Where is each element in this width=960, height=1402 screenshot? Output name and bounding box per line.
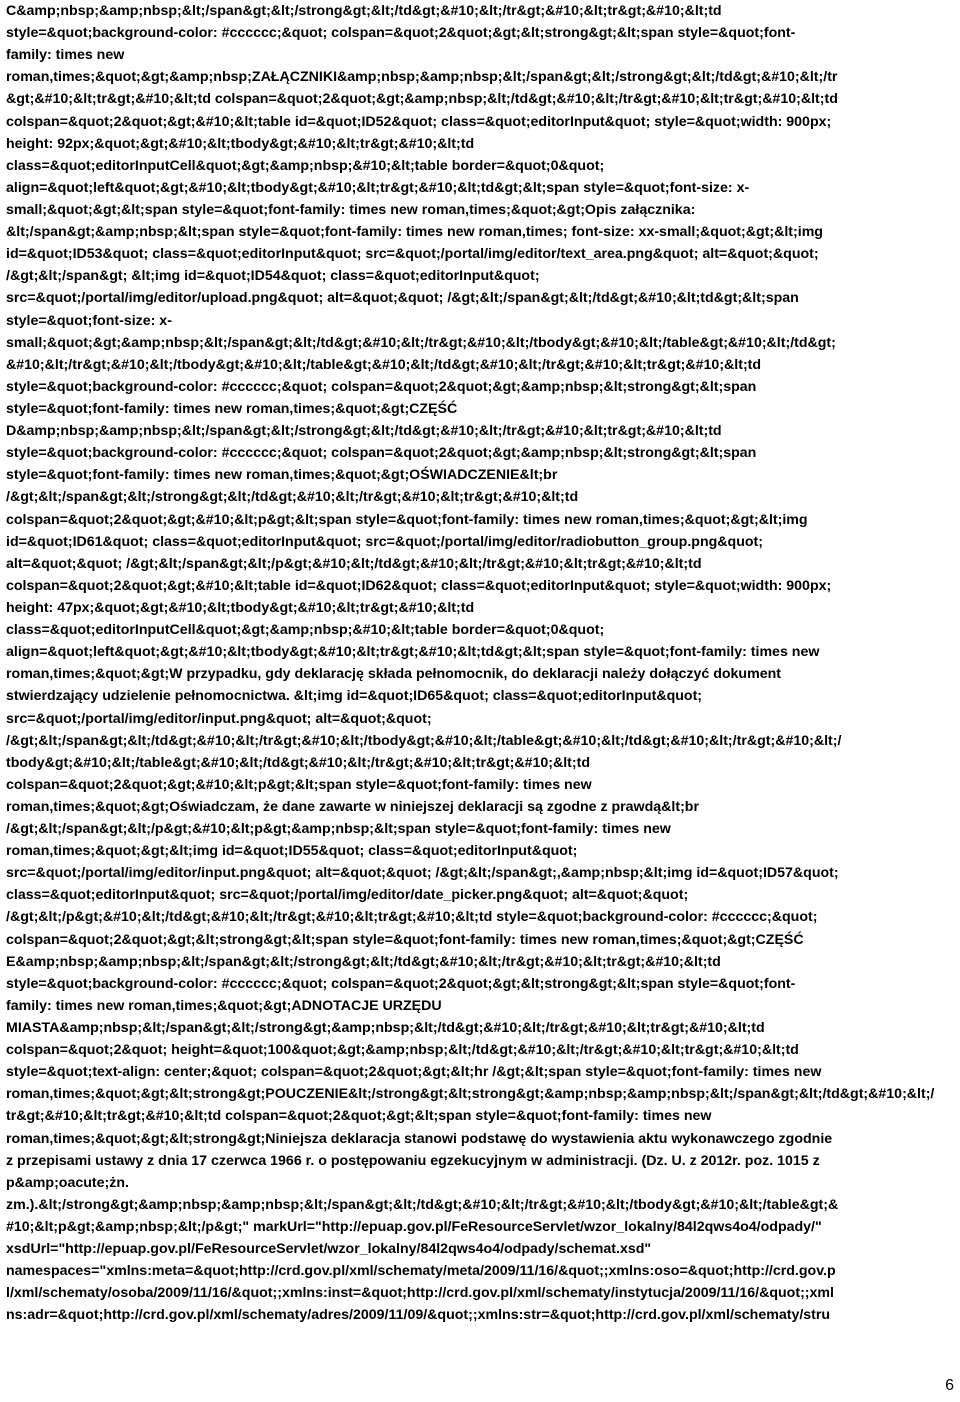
document-line: family: times new roman,times;&quot;&gt;ADNOTACJE URZĘDU (6, 997, 442, 1014)
document-line: small;&quot;&gt;&amp;nbsp;&lt;/span&gt;&lt;/td&gt;&#10;&lt;/tr&gt;&#10;&lt;/tbody&gt;&#10;&lt;/table&gt;&#10;&lt;/td&gt; (6, 334, 836, 351)
document-line: /&gt;&lt;/span&gt;&lt;/p&gt;&#10;&lt;p&gt;&amp;nbsp;&lt;span style=&quot;font-family: times new (6, 821, 671, 838)
document-line: src=&quot;/portal/img/editor/upload.png&quot; alt=&quot;&quot; /&gt;&lt;/span&gt;&lt;/td&gt;&#10;&lt;td&gt;&lt;span (6, 290, 799, 307)
document-line: z przepisami ustawy z dnia 17 czerwca 1966 r. o postępowaniu egzekucyjnym w administracji. (Dz. U. z 2012r. poz. 1015 z (6, 1152, 820, 1169)
document-line: style=&quot;font-family: times new roman,times;&quot;&gt;CZĘŚĆ (6, 400, 458, 417)
document-line: style=&quot;background-color: #cccccc;&quot; colspan=&quot;2&quot;&gt;&amp;nbsp;&lt;strong&gt;&lt;span (6, 378, 757, 395)
document-line: colspan=&quot;2&quot;&gt;&#10;&lt;table id=&quot;ID52&quot; class=&quot;editorInput&quot; style=&quot;width: 900px; (6, 113, 832, 130)
document-line: style=&quot;text-align: center;&quot; colspan=&quot;2&quot;&gt;&lt;hr /&gt;&lt;span style=&quot;font-family: times new (6, 1064, 822, 1081)
document-line: C&amp;nbsp;&amp;nbsp;&lt;/span&gt;&lt;/strong&gt;&lt;/td&gt;&#10;&lt;/tr&gt;&#10;&lt;tr&gt;&#10;&lt;td (6, 3, 722, 19)
document-line: style=&quot;background-color: #cccccc;&quot; colspan=&quot;2&quot;&gt;&amp;nbsp;&lt;strong&gt;&lt;span (6, 445, 757, 462)
document-body (6, 0, 956, 1327)
document-line: namespaces="xmlns:meta=&quot;http://crd.gov.pl/xml/schematy/meta/2009/11/16/&quot;;xmlns:oso=&quot;http://crd.gov.p (6, 1263, 836, 1280)
document-line: colspan=&quot;2&quot;&gt;&lt;strong&gt;&lt;span style=&quot;font-family: times new roman,times;&quot;&gt;CZĘŚĆ (6, 931, 804, 948)
document-line: colspan=&quot;2&quot;&gt;&#10;&lt;table id=&quot;ID62&quot; class=&quot;editorInput&quot; style=&quot;width: 900px; (6, 577, 832, 594)
document-line: align=&quot;left&quot;&gt;&#10;&lt;tbody&gt;&#10;&lt;tr&gt;&#10;&lt;td&gt;&lt;span style=&quot;font-family: times new (6, 644, 820, 661)
document-line: family: times new (6, 47, 125, 64)
document-line: small;&quot;&gt;&lt;span style=&quot;font-family: times new roman,times;&quot;&gt;Opis załącznika: (6, 201, 696, 218)
document-line: align=&quot;left&quot;&gt;&#10;&lt;tbody&gt;&#10;&lt;tr&gt;&#10;&lt;td&gt;&lt;span style=&quot;font-size: x- (6, 179, 750, 196)
document-line: &lt;/span&gt;&amp;nbsp;&lt;span style=&quot;font-family: times new roman,times; font-size: xx-small;&quot;&gt;&lt;img (6, 224, 823, 241)
document-line: tbody&gt;&#10;&lt;/table&gt;&#10;&lt;/td&gt;&#10;&lt;/tr&gt;&#10;&lt;tr&gt;&#10;&lt;td (6, 754, 591, 771)
document-line: colspan=&quot;2&quot; height=&quot;100&quot;&gt;&amp;nbsp;&lt;/td&gt;&#10;&lt;/tr&gt;&#10;&lt;tr&gt;&#10;&lt;td (6, 1042, 799, 1059)
document-line: colspan=&quot;2&quot;&gt;&#10;&lt;p&gt;&lt;span style=&quot;font-family: times new roman,times;&quot;&gt;&lt;img (6, 511, 808, 528)
document-line: tr&gt;&#10;&lt;tr&gt;&#10;&lt;td colspan=&quot;2&quot;&gt;&lt;span style=&quot;font-family: times new (6, 1108, 712, 1125)
document-line: src=&quot;/portal/img/editor/input.png&quot; alt=&quot;&quot; /&gt;&lt;/span&gt;,&amp;nbsp;&lt;img id=&quot;ID57&quot; (6, 865, 839, 882)
document-line: style=&quot;font-size: x- (6, 312, 172, 329)
document-line: roman,times;&quot;&gt;&lt;img id=&quot;ID55&quot; class=&quot;editorInput&quot; (6, 843, 578, 860)
document-line: /&gt;&lt;/p&gt;&#10;&lt;/td&gt;&#10;&lt;/tr&gt;&#10;&lt;tr&gt;&#10;&lt;td style=&quot;background-color: #cccccc;&quot; (6, 909, 818, 926)
document-line: src=&quot;/portal/img/editor/input.png&quot; alt=&quot;&quot; (6, 710, 432, 727)
document-line: xsdUrl="http://epuap.gov.pl/FeResourceServlet/wzor_lokalny/84l2qws4o4/odpady/schemat.xsd" (6, 1241, 652, 1258)
document-line: ns:adr=&quot;http://crd.gov.pl/xml/schematy/adres/2009/11/09/&quot;;xmlns:str=&quot;http://crd.gov.pl/xml/schematy/stru (6, 1307, 831, 1324)
document-line: &gt;&#10;&lt;tr&gt;&#10;&lt;td colspan=&quot;2&quot;&gt;&amp;nbsp;&lt;/td&gt;&#10;&lt;/tr&gt;&#10;&lt;tr&gt;&#10;&lt;td (6, 91, 838, 108)
document-line: /&gt;&lt;/span&gt;&lt;/td&gt;&#10;&lt;/tr&gt;&#10;&lt;/tbody&gt;&#10;&lt;/table&gt;&#10;&lt;/td&gt;&#10;&lt;/tr&gt;&#10;&lt;/ (6, 732, 842, 749)
document-line: class=&quot;editorInputCell&quot;&gt;&amp;nbsp;&#10;&lt;table border=&quot;0&quot; (6, 157, 605, 174)
document-line: style=&quot;background-color: #cccccc;&quot; colspan=&quot;2&quot;&gt;&lt;strong&gt;&lt;span style=&quot;font- (6, 25, 796, 42)
document-line: MIASTA&amp;nbsp;&lt;/span&gt;&lt;/strong&gt;&amp;nbsp;&lt;/td&gt;&#10;&lt;/tr&gt;&#10;&lt;tr&gt;&#10;&lt;td (6, 1020, 765, 1037)
document-line: id=&quot;ID53&quot; class=&quot;editorInput&quot; src=&quot;/portal/img/editor/text_area.png&quot; alt=&quot;&quot; (6, 246, 819, 263)
document-line: alt=&quot;&quot; /&gt;&lt;/span&gt;&lt;/p&gt;&#10;&lt;/td&gt;&#10;&lt;/tr&gt;&#10;&lt;tr&gt;&#10;&lt;td (6, 555, 702, 572)
document-line: colspan=&quot;2&quot;&gt;&#10;&lt;p&gt;&lt;span style=&quot;font-family: times new (6, 776, 592, 793)
document-line: D&amp;nbsp;&amp;nbsp;&lt;/span&gt;&lt;/strong&gt;&lt;/td&gt;&#10;&lt;/tr&gt;&#10;&lt;tr&gt;&#10;&lt;td (6, 423, 722, 440)
document-line: roman,times;&quot;&gt;&lt;strong&gt;POUCZENIE&lt;/strong&gt;&lt;strong&gt;&amp;nbsp;&amp;nbsp;&lt;/span&gt;&lt;/td&gt;&#10;&lt;/ (6, 1086, 935, 1103)
document-line: height: 47px;&quot;&gt;&#10;&lt;tbody&gt;&#10;&lt;tr&gt;&#10;&lt;td (6, 599, 475, 616)
document-line: style=&quot;font-family: times new roman,times;&quot;&gt;OŚWIADCZENIE&lt;br (6, 467, 558, 484)
document-line: roman,times;&quot;&gt;W przypadku, gdy deklarację składa pełnomocnik, do deklaracji należy dołączyć dokument (6, 666, 781, 683)
document-line: #10;&lt;p&gt;&amp;nbsp;&lt;/p&gt;" markUrl="http://epuap.gov.pl/FeResourceServlet/wzor_lokalny/84l2qws4o4/odpady/" (6, 1219, 822, 1236)
document-line: class=&quot;editorInput&quot; src=&quot;/portal/img/editor/date_picker.png&quot; alt=&quot;&quot; (6, 887, 689, 904)
document-line: height: 92px;&quot;&gt;&#10;&lt;tbody&gt;&#10;&lt;tr&gt;&#10;&lt;td (6, 135, 475, 152)
document-line: /&gt;&lt;/span&gt; &lt;img id=&quot;ID54&quot; class=&quot;editorInput&quot; (6, 268, 540, 285)
document-line: roman,times;&quot;&gt;&amp;nbsp;ZAŁĄCZNIKI&amp;nbsp;&amp;nbsp;&lt;/span&gt;&lt;/strong&gt;&lt;/td&gt;&#10;&lt;/tr (6, 69, 838, 86)
page-number: 6 (945, 1377, 954, 1394)
document-line: roman,times;&quot;&gt;Oświadczam, że dane zawarte w niniejszej deklaracji są zgodne z prawdą&lt;br (6, 798, 699, 815)
document-line: E&amp;nbsp;&amp;nbsp;&lt;/span&gt;&lt;/strong&gt;&lt;/td&gt;&#10;&lt;/tr&gt;&#10;&lt;tr&gt;&#10;&lt;td (6, 953, 721, 970)
document-line: &#10;&lt;/tr&gt;&#10;&lt;/tbody&gt;&#10;&lt;/table&gt;&#10;&lt;/td&gt;&#10;&lt;/tr&gt;&#10;&lt;tr&gt;&#10;&lt;td (6, 356, 762, 373)
document-line: zm.).&lt;/strong&gt;&amp;nbsp;&amp;nbsp;&lt;/span&gt;&lt;/td&gt;&#10;&lt;/tr&gt;&#10;&lt;/tbody&gt;&#10;&lt;/table&gt;& (6, 1196, 839, 1213)
document-line: id=&quot;ID61&quot; class=&quot;editorInput&quot; src=&quot;/portal/img/editor/radiobutton_group.png&quot; (6, 533, 763, 550)
document-line: l/xml/schematy/osoba/2009/11/16/&quot;;xmlns:inst=&quot;http://crd.gov.pl/xml/schematy/instytucja/2009/11/16/&quot;;xml (6, 1285, 834, 1302)
document-line: roman,times;&quot;&gt;&lt;strong&gt;Niniejsza deklaracja stanowi podstawę do wystawienia aktu wykonawczego zgodnie (6, 1130, 833, 1147)
document-line: style=&quot;background-color: #cccccc;&quot; colspan=&quot;2&quot;&gt;&lt;strong&gt;&lt;span style=&quot;font- (6, 975, 796, 992)
document-line: /&gt;&lt;/span&gt;&lt;/strong&gt;&lt;/td&gt;&#10;&lt;/tr&gt;&#10;&lt;tr&gt;&#10;&lt;td (6, 489, 579, 506)
document-line: p&amp;oacute;żn. (6, 1174, 129, 1191)
document-line: stwierdzający udzielenie pełnomocnictwa. &lt;img id=&quot;ID65&quot; class=&quot;editorInput&quot; (6, 688, 703, 705)
document-line: class=&quot;editorInputCell&quot;&gt;&amp;nbsp;&#10;&lt;table border=&quot;0&quot; (6, 622, 605, 639)
